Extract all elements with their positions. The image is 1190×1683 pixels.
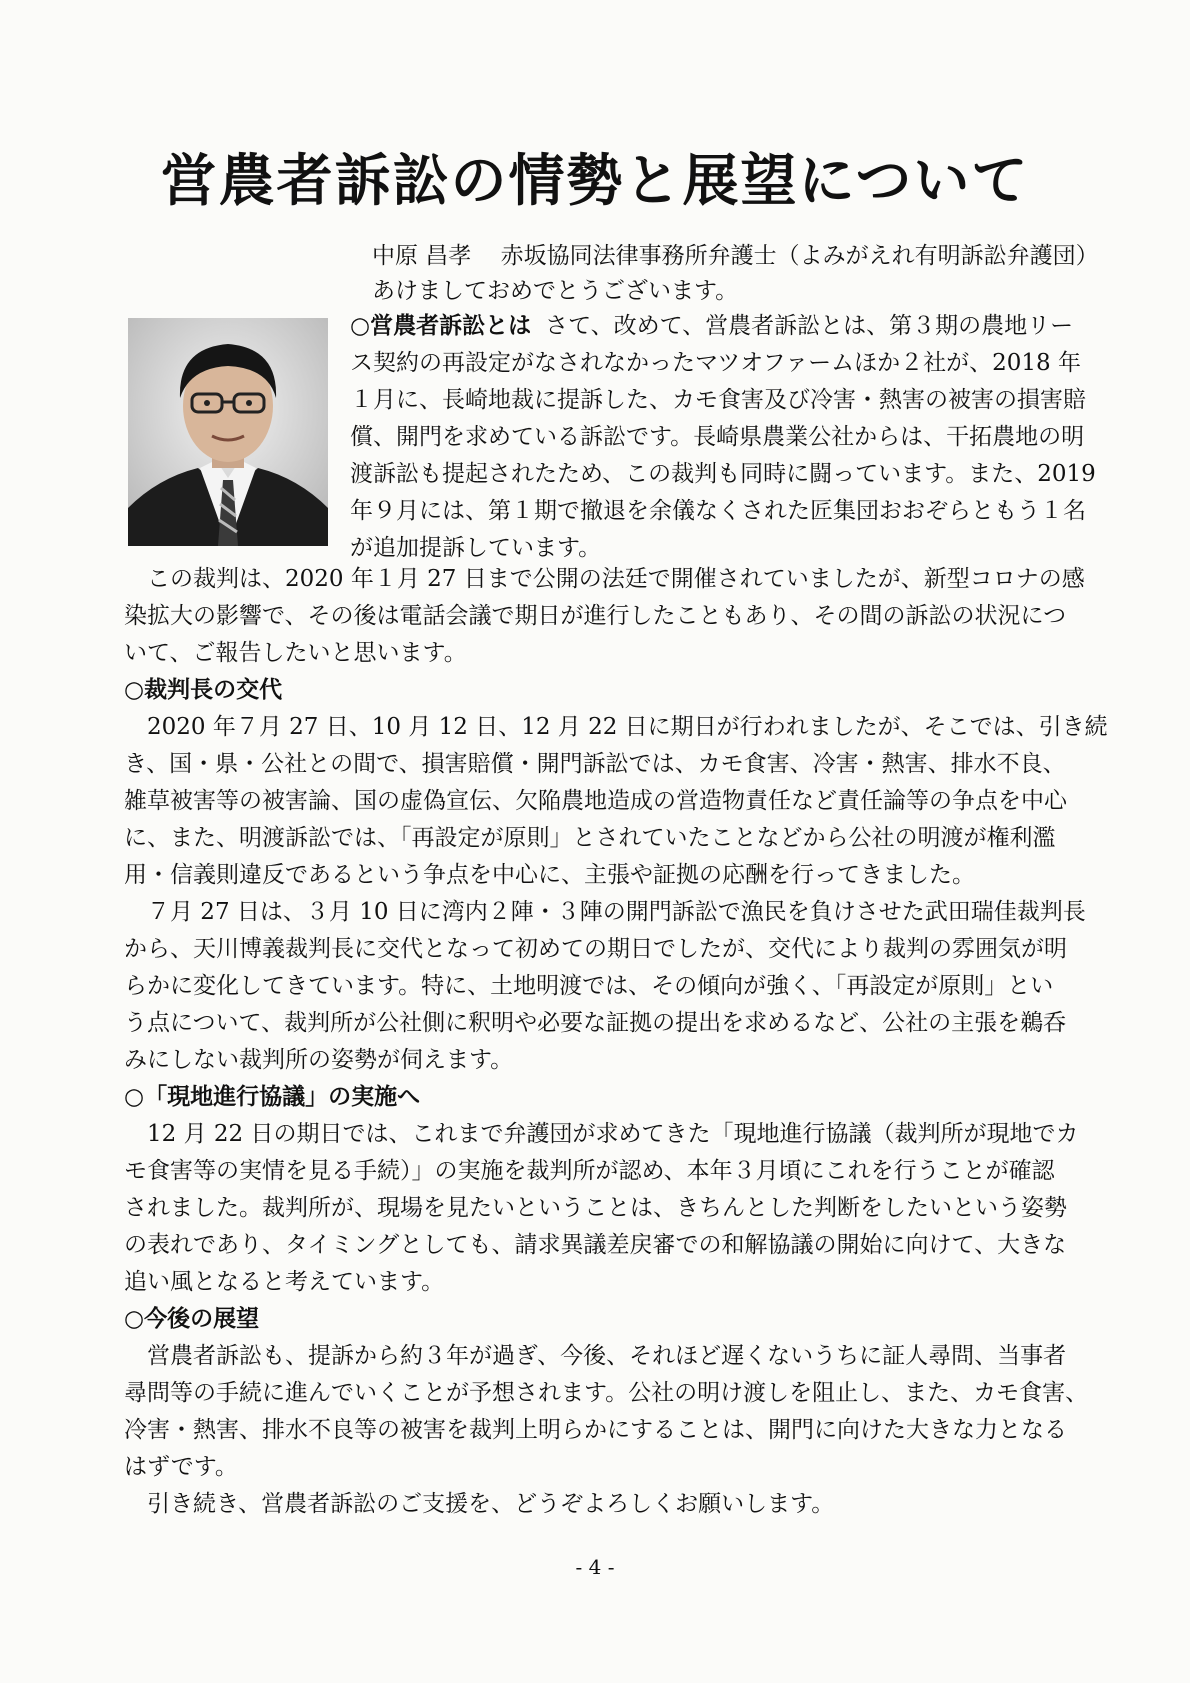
body-line: 尋問等の手続に進んでいくことが予想されます。公社の明け渡しを阻止し、また、カモ食害、 — [124, 1380, 1089, 1406]
body-line: はずです。 — [124, 1454, 238, 1480]
body-line: いて、ご報告したいと思います。 — [124, 640, 467, 666]
author-portrait-image — [128, 318, 328, 546]
body-line: から、天川博義裁判長に交代となって初めての期日でしたが、交代により裁判の雰囲気が明 — [124, 936, 1067, 962]
body-line: 雑草被害等の被害論、国の虚偽宣伝、欠陥農地造成の営造物責任など責任論等の争点を中心 — [124, 788, 1067, 814]
body-line: モ食害等の実情を見る手続）」の実施を裁判所が認め、本年３月頃にこれを行うことが確認 — [124, 1158, 1055, 1184]
body-line: う点について、裁判所が公社側に釈明や必要な証拠の提出を求めるなど、公社の主張を鵜呑 — [124, 1010, 1067, 1036]
article-body — [124, 561, 1108, 1523]
body-line: 2020 年７月 27 日、10 月 12 日、12 月 22 日に期日が行われましたが、そこでは、引き続 — [124, 714, 1108, 740]
body-line: 12 月 22 日の期日では、これまで弁護団が求めてきた「現地進行協議（裁判所が現地でカ — [124, 1121, 1079, 1147]
intro-line: 年９月には、第１期で撤退を余儀なくされた匠集団おおぞらともう１名 — [350, 498, 1086, 524]
author-line — [372, 240, 1099, 272]
body-line: き、国・県・公社との間で、損害賠償・開門訴訟では、カモ食害、冷害・熱害、排水不良、 — [124, 751, 1066, 777]
author-affiliation: 赤坂協同法律事務所弁護士（よみがえれ有明訴訟弁護団） — [500, 243, 1099, 269]
body-line: 引き続き、営農者訴訟のご支援を、どうぞよろしくお願いします。 — [124, 1491, 835, 1517]
section-heading-outlook: ○今後の展望 — [124, 1306, 260, 1332]
body-line: されました。裁判所が、現場を見たいということは、きちんとした判断をしたいという姿勢 — [124, 1195, 1067, 1221]
intro-paragraph — [350, 308, 1102, 567]
body-line: の表れであり、タイミングとしても、請求異議差戻審での和解協議の開始に向けて、大きな — [124, 1232, 1067, 1258]
body-line: ７月 27 日は、３月 10 日に湾内２陣・３陣の開門訴訟で漁民を負けさせた武田瑞佳裁判長 — [124, 899, 1086, 925]
intro-heading: ○営農者訴訟とは — [350, 313, 532, 339]
body-line: みにしない裁判所の姿勢が伺えます。 — [124, 1047, 514, 1073]
author-name: 中原 昌孝 — [372, 243, 472, 269]
body-line: らかに変化してきています。特に、土地明渡では、その傾向が強く、「再設定が原則」とい — [124, 973, 1054, 999]
body-line: 追い風となると考えています。 — [124, 1269, 445, 1295]
intro-line: 渡訴訟も提起されたため、この裁判も同時に闘っています。また、2019 — [350, 461, 1096, 487]
body-line: 営農者訴訟も、提訴から約３年が過ぎ、今後、それほど遅くないうちに証人尋問、当事者 — [124, 1343, 1067, 1369]
section-heading-judge-change: ○裁判長の交代 — [124, 677, 283, 703]
intro-line: ス契約の再設定がなされなかったマツオファームほか２社が、2018 年 — [350, 350, 1082, 376]
author-photo — [128, 318, 328, 546]
body-line: 用・信義則違反であるという争点を中心に、主張や証拠の応酬を行ってきました。 — [124, 862, 975, 888]
intro-first-line: ○営農者訴訟とは さて、改めて、営農者訴訟とは、第３期の農地リー — [350, 313, 1074, 339]
greeting: あけましておめでとうございます。 — [372, 278, 739, 304]
body-line: この裁判は、2020 年１月 27 日まで公開の法廷で開催されていましたが、新型コロナの感 — [124, 566, 1085, 592]
intro-line: が追加提訴しています。 — [350, 535, 602, 561]
body-line: に、また、明渡訴訟では、「再設定が原則」とされていたことなどから公社の明渡が権利濫 — [124, 825, 1056, 851]
section-heading-site-inspection: ○「現地進行協議」の実施へ — [124, 1084, 421, 1110]
intro-line: 償、開門を求めている訴訟です。長崎県農業公社からは、干拓農地の明 — [350, 424, 1085, 450]
body-line: 染拡大の影響で、その後は電話会議で期日が進行したこともあり、その間の訴訟の状況につ — [124, 603, 1067, 629]
page-number: - 4 - — [575, 1555, 615, 1579]
intro-line: １月に、長崎地裁に提訴した、カモ食害及び冷害・熱害の被害の損害賠 — [350, 387, 1086, 413]
page-title: 営農者訴訟の情勢と展望について — [160, 149, 1030, 214]
body-line: 冷害・熱害、排水不良等の被害を裁判上明らかにすることは、開門に向けた大きな力となる — [124, 1417, 1067, 1443]
